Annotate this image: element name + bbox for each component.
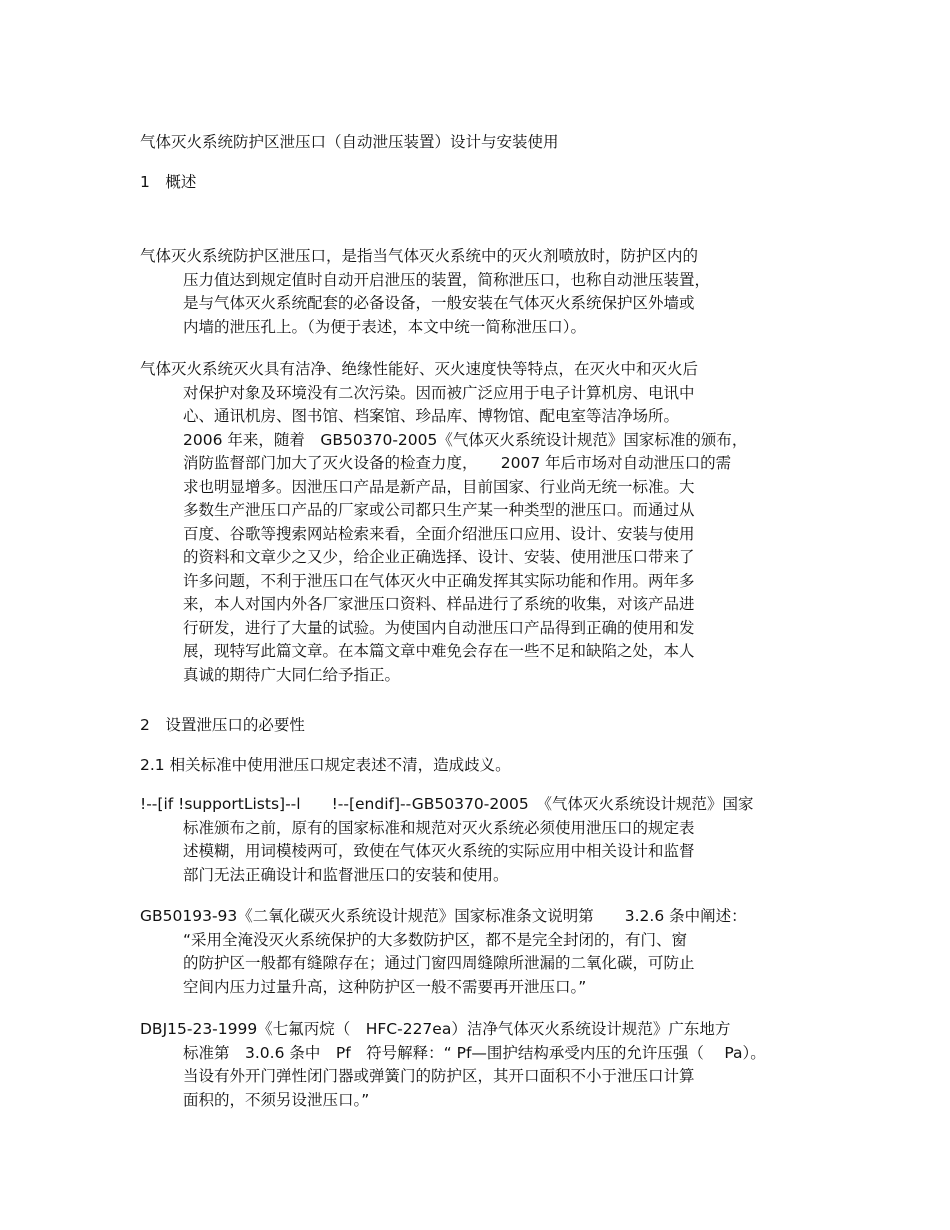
text-line: 求也明显增多。因泄压口产品是新产品，目前国家、行业尚无统一标准。大 <box>183 477 695 496</box>
paragraph-dbj15 <box>140 1018 830 1112</box>
paragraph-overview-definition <box>140 245 830 339</box>
text-line: 来，本人对国内外各厂家泄压口资料、样品进行了系统的收集，对该产品进 <box>183 595 695 613</box>
text-line: 空间内压力过量升高，这种防护区一般不需要再开泄压口。” <box>183 977 587 996</box>
text-line: “采用全淹没灭火系统保护的大多数防护区，都不是完全封闭的，有门、窗 <box>183 930 688 949</box>
text-line: 许多问题，不利于泄压口在气体灭火中正确发挥其实际功能和作用。两年多 <box>183 571 695 590</box>
text-line: 是与气体灭火系统配套的必备设备，一般安装在气体灭火系统保护区外墙或 <box>183 294 695 312</box>
text-line: 标准颁布之前，原有的国家标准和规范对灭火系统必须使用泄压口的规定表 <box>183 818 695 837</box>
paragraph-gb50193 <box>140 905 830 999</box>
section-2-heading: 2 设置泄压口的必要性 <box>140 716 305 734</box>
text-line: 2006 年来，随着 GB50370-2005《气体灭火系统设计规范》国家标准的颁布， <box>183 430 748 449</box>
text-line: 压力值达到规定值时自动开启泄压的装置，简称泄压口，也称自动泄压装置， <box>183 270 711 289</box>
text-line: 当设有外开门弹性闭门器或弹簧门的防护区，其开口面积不小于泄压口计算 <box>183 1067 695 1085</box>
text-line: !--[if !supportLists]--l !--[endif]--GB50370-2005 《气体灭火系统设计规范》国家 <box>140 795 754 813</box>
text-line: GB50193-93《二氧化碳灭火系统设计规范》国家标准条文说明第 3.2.6 条中阐述： <box>140 907 747 925</box>
paragraph-overview-background <box>140 358 830 687</box>
text-line: DBJ15-23-1999《七氟丙烷（ HFC-227ea）洁净气体灭火系统设计规范》广东地方 <box>140 1020 731 1038</box>
text-line: 消防监督部门加大了灭火设备的检查力度， 2007 年后市场对自动泄压口的需 <box>183 454 732 472</box>
document-title: 气体灭火系统防护区泄压口（自动泄压装置）设计与安装使用 <box>140 133 559 151</box>
text-line: 多数生产泄压口产品的厂家或公司都只生产某一种类型的泄压口。而通过从 <box>183 501 695 519</box>
text-line: 展，现特写此篇文章。在本篇文章中难免会存在一些不足和缺陷之处，本人 <box>183 642 695 660</box>
text-line: 部门无法正确设计和监督泄压口的安装和使用。 <box>183 865 509 884</box>
text-line: 述模糊，用词模棱两可，致使在气体灭火系统的实际应用中相关设计和监督 <box>183 842 695 860</box>
text-line: 标准第 3.0.6 条中 Pf 符号解释：“ Pf—围护结构承受内压的允许压强（ Pa）。 <box>183 1043 766 1062</box>
text-line: 气体灭火系统灭火具有洁净、绝缘性能好、灭火速度快等特点，在灭火中和灭火后 <box>140 360 699 378</box>
text-line: 心、通讯机房、图书馆、档案馆、珍品库、博物馆、配电室等洁净场所。 <box>183 407 680 425</box>
text-line: 内墙的泄压孔上。（为便于表述，本文中统一简称泄压口）。 <box>183 317 587 336</box>
text-line: 对保护对象及环境没有二次污染。因而被广泛应用于电子计算机房、电讯中 <box>183 383 695 402</box>
text-line: 行研发，进行了大量的试验。为使国内自动泄压口产品得到正确的使用和发 <box>183 618 695 637</box>
text-line: 的资料和文章少之又少，给企业正确选择、设计、安装、使用泄压口带来了 <box>183 548 695 566</box>
paragraph-gb50370 <box>140 793 830 887</box>
text-line: 面积的，不须另设泄压口。” <box>183 1090 370 1109</box>
text-line: 气体灭火系统防护区泄压口，是指当气体灭火系统中的灭火剂喷放时，防护区内的 <box>140 247 699 265</box>
section-2-1-heading: 2.1 相关标准中使用泄压口规定表述不清，造成歧义。 <box>140 756 511 774</box>
text-line: 的防护区一般都有缝隙存在；通过门窗四周缝隙所泄漏的二氧化碳，可防止 <box>183 954 695 972</box>
section-1-heading: 1 概述 <box>140 173 197 191</box>
text-line: 百度、谷歌等搜索网站检索来看，全面介绍泄压口应用、设计、安装与使用 <box>183 524 695 543</box>
text-line: 真诚的期待广大同仁给予指正。 <box>183 665 401 684</box>
